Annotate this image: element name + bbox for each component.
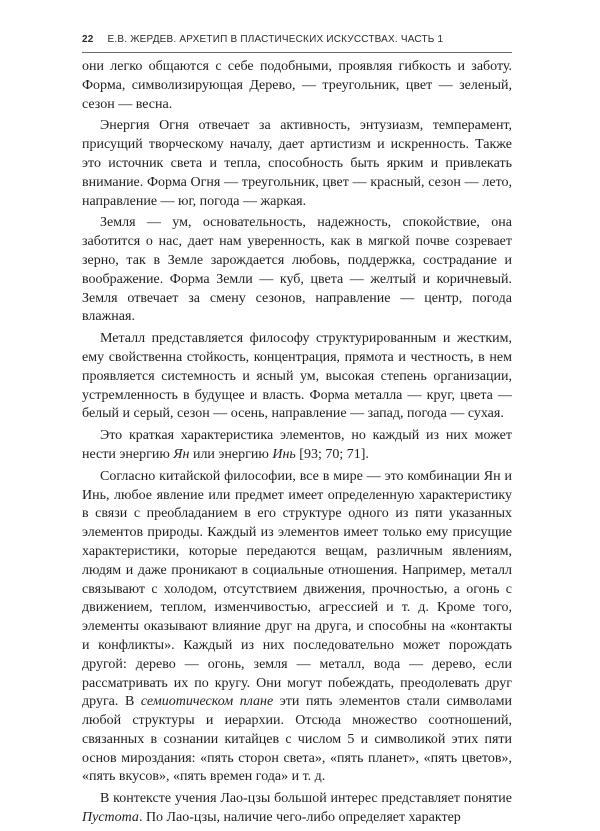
paragraph: Металл представляется философу структурированным и жестким, ему свойственна стойкость, концентрация, прямота и честность, в нем проявляется системность и ясный ум, высокая степень организации, устремленность в будущее и власть. Форма металла — круг, цвета — белый и серый, сезон — осень, направление — запад, погода — сухая. — [82, 331, 512, 422]
text-span: В контексте учения Лао-цзы большой интерес представляет понятие — [100, 791, 512, 807]
text-span: . По Лао-цзы, наличие чего-либо определяет характер — [138, 810, 461, 826]
page-number: 22 — [82, 34, 94, 45]
paragraph — [82, 427, 512, 465]
emphasis: Ян — [173, 446, 190, 462]
emphasis: Пустота — [82, 810, 139, 826]
paragraph: Энергия Огня отвечает за активность, энтузиазм, темперамент, присущий творческому началу, дает артистизм и искренность. Также это источник света и тепла, способность быть ярким и привлекать внимание. Форма Огня — треугольник, цвет — красный, сезон — лето, направление — юг, погода — жаркая. — [82, 118, 512, 209]
paragraph: Земля — ум, основательность, надежность, спокойствие, она заботится о нас, дает нам уверенность, как в мягкой почве созревает зерно, так в Земле зарождается любовь, поддержка, сострадание и воображение. Форма Земли — куб, цвета — желтый и коричневый. Земля отвечает за смену сезонов, направление — центр, погода влажная. — [82, 215, 512, 325]
running-header — [82, 34, 512, 45]
paragraph — [82, 468, 512, 788]
text-span: эти пять элементов стали символами любой структуры и иерархии. Отсюда множество соотношений, связанных в сознании китайцев с числом 5 и символикой этих пяти основ мироздания: «пять сторон света», «пять планет», «пять цветов», «пять вкусов», «пять времен года» и т. д. — [82, 694, 512, 785]
text-span: Согласно китайской философии, все в мире — это комбинации Ян и Инь, любое явление или предмет имеет определенную характеристику в связи с преобладанием в его структуре одного из пяти указанных элементов природы. Каждый из элементов имеет только ему присущие характеристики, которые передаются вещам, различным явлениям, людям и даже проникают в социальные отношения. Например, металл связывают с холодом, отсутствием движения, прочностью, а огонь с движением, теплом, изменчивостью, агрессией и т. д. Кроме того, элементы оказывают влияние друг на друга, и способны на «контакты и конфликты». Каждый из них последовательно может порождать другой: дерево — огонь, земля — металл, вода — дерево, если рассматривать их по кругу. Они могут побеждать, преодолевать друг друга. В — [82, 468, 512, 710]
text-span: или энергию — [189, 446, 273, 462]
emphasis: семиотическом плане — [140, 694, 274, 710]
paragraph — [82, 790, 512, 828]
paragraph: они легко общаются с себе подобными, проявляя гибкость и заботу. Форма, символизирующая Дерево, — треугольник, цвет — зеленый, сезон — весна. — [82, 59, 512, 112]
running-title: Е.В. ЖЕРДЕВ. АРХЕТИП В ПЛАСТИЧЕСКИХ ИСКУССТВАХ. ЧАСТЬ 1 — [107, 34, 444, 45]
header-rule — [82, 52, 512, 53]
body-text — [82, 58, 512, 831]
text-span: Это краткая характеристика элементов, но каждый из них может нести энергию — [82, 428, 512, 462]
emphasis: Инь — [272, 446, 296, 462]
citation: [93; 70; 71]. — [295, 446, 369, 462]
